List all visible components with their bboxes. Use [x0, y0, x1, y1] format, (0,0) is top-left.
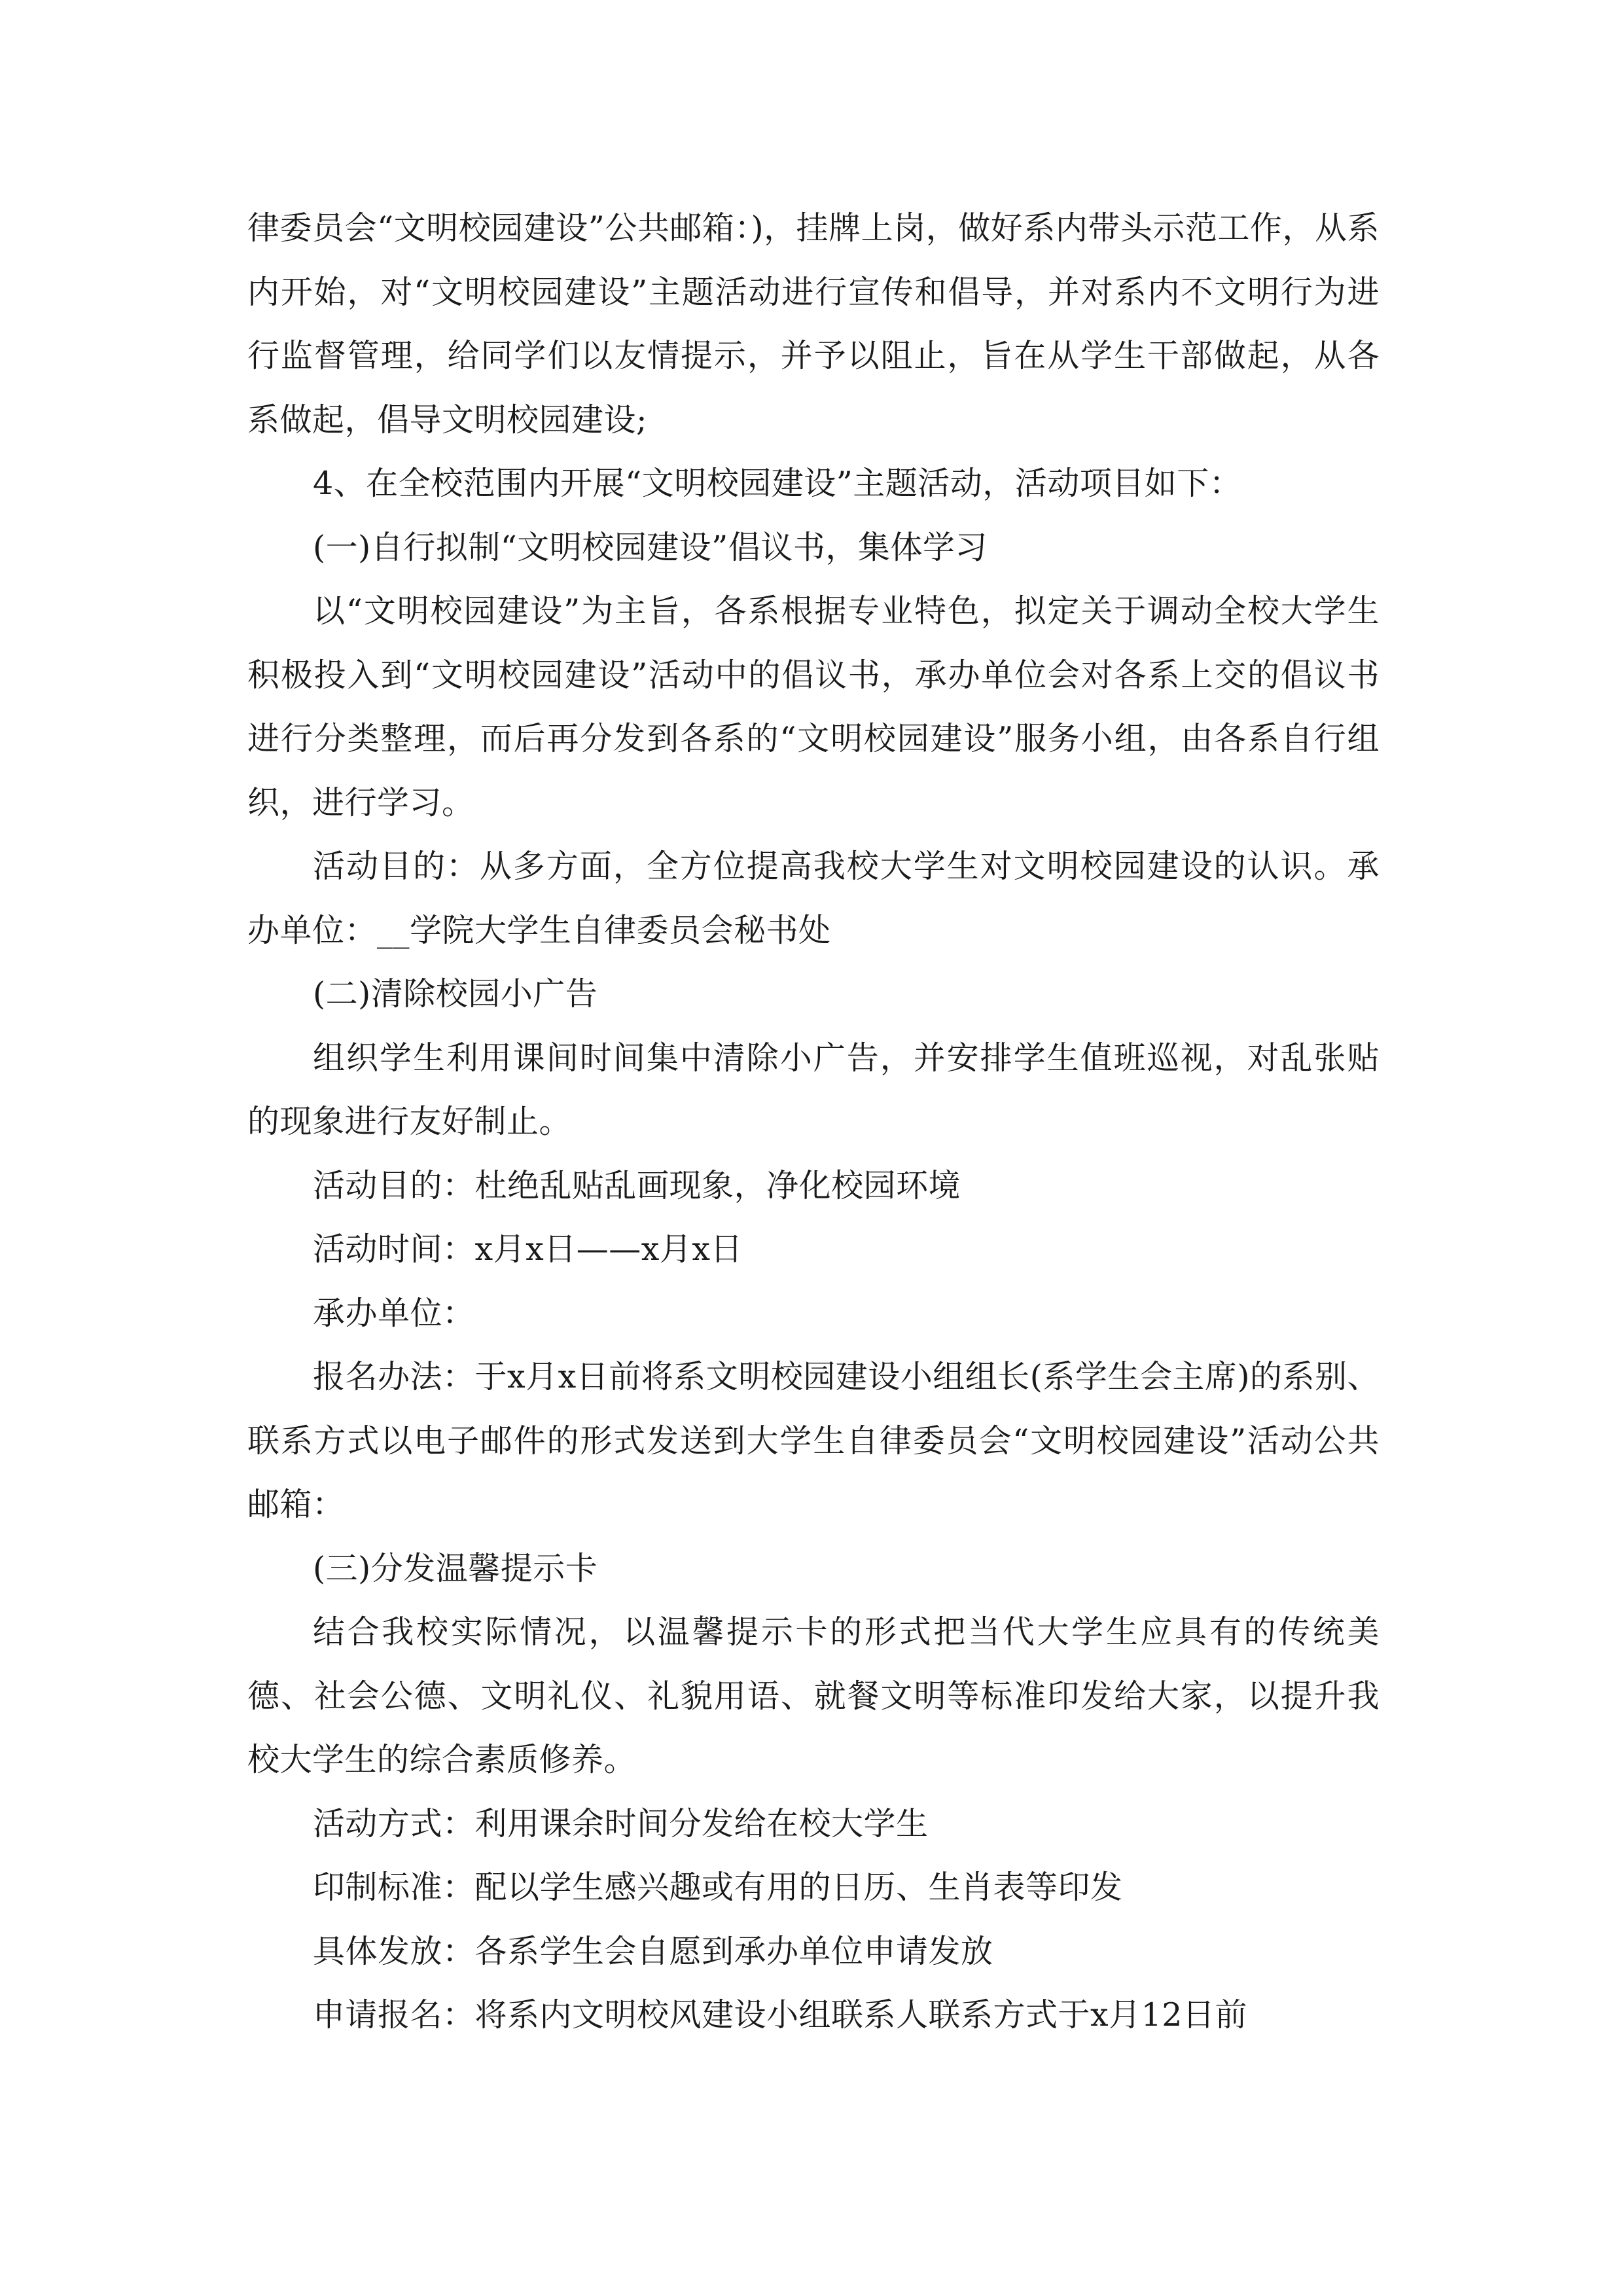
paragraph: 组织学生利用课间时间集中清除小广告，并安排学生值班巡视，对乱张贴的现象进行友好制止。 [247, 1039, 1380, 1140]
section-heading-1: (一)自行拟制“文明校园建设”倡议书，集体学习 [313, 528, 988, 566]
paragraph: 申请报名：将系内文明校风建设小组联系人联系方式于x月12日前 [313, 1996, 1247, 2034]
paragraph: 活动时间：x月x日——x月x日 [313, 1230, 743, 1268]
paragraph: 活动目的：杜绝乱贴乱画现象，净化校园环境 [313, 1166, 961, 1204]
paragraph: 承办单位： [313, 1294, 475, 1332]
section-heading-2: (二)清除校园小广告 [313, 975, 598, 1013]
document-body [247, 196, 1380, 2047]
paragraph-item-4: 4、在全校范围内开展“文明校园建设”主题活动，活动项目如下： [313, 465, 1242, 502]
paragraph: 活动方式：利用课余时间分发给在校大学生 [313, 1804, 929, 1842]
paragraph: 报名办法：于x月x日前将系文明校园建设小组组长(系学生会主席)的系别、联系方式以电子邮件的形式发送到大学生自律委员会“文明校园建设”活动公共邮箱： [247, 1358, 1380, 1523]
paragraph-continuation: 律委员会“文明校园建设”公共邮箱：)，挂牌上岗，做好系内带头示范工作，从系内开始，对“文明校园建设”主题活动进行宣传和倡导，并对系内不文明行为进行监督管理，给同学们以友情提示，并予以阻止，旨在从学生干部做起，从各系做起，倡导文明校园建设; [247, 209, 1380, 439]
section-heading-3: (三)分发温馨提示卡 [313, 1549, 598, 1587]
paragraph: 具体发放：各系学生会自愿到承办单位申请发放 [313, 1932, 993, 1970]
paragraph: 以“文明校园建设”为主旨，各系根据专业特色，拟定关于调动全校大学生积极投入到“文明校园建设”活动中的倡议书，承办单位会对各系上交的倡议书进行分类整理，而后再分发到各系的“文明校园建设”服务小组，由各系自行组织，进行学习。 [247, 592, 1380, 821]
paragraph: 结合我校实际情况，以温馨提示卡的形式把当代大学生应具有的传统美德、社会公德、文明礼仪、礼貌用语、就餐文明等标准印发给大家，以提升我校大学生的综合素质修养。 [247, 1613, 1380, 1778]
paragraph: 印制标准：配以学生感兴趣或有用的日历、生肖表等印发 [313, 1869, 1123, 1906]
paragraph: 活动目的：从多方面，全方位提高我校大学生对文明校园建设的认识。承办单位：__学院大学生自律委员会秘书处 [247, 848, 1380, 949]
